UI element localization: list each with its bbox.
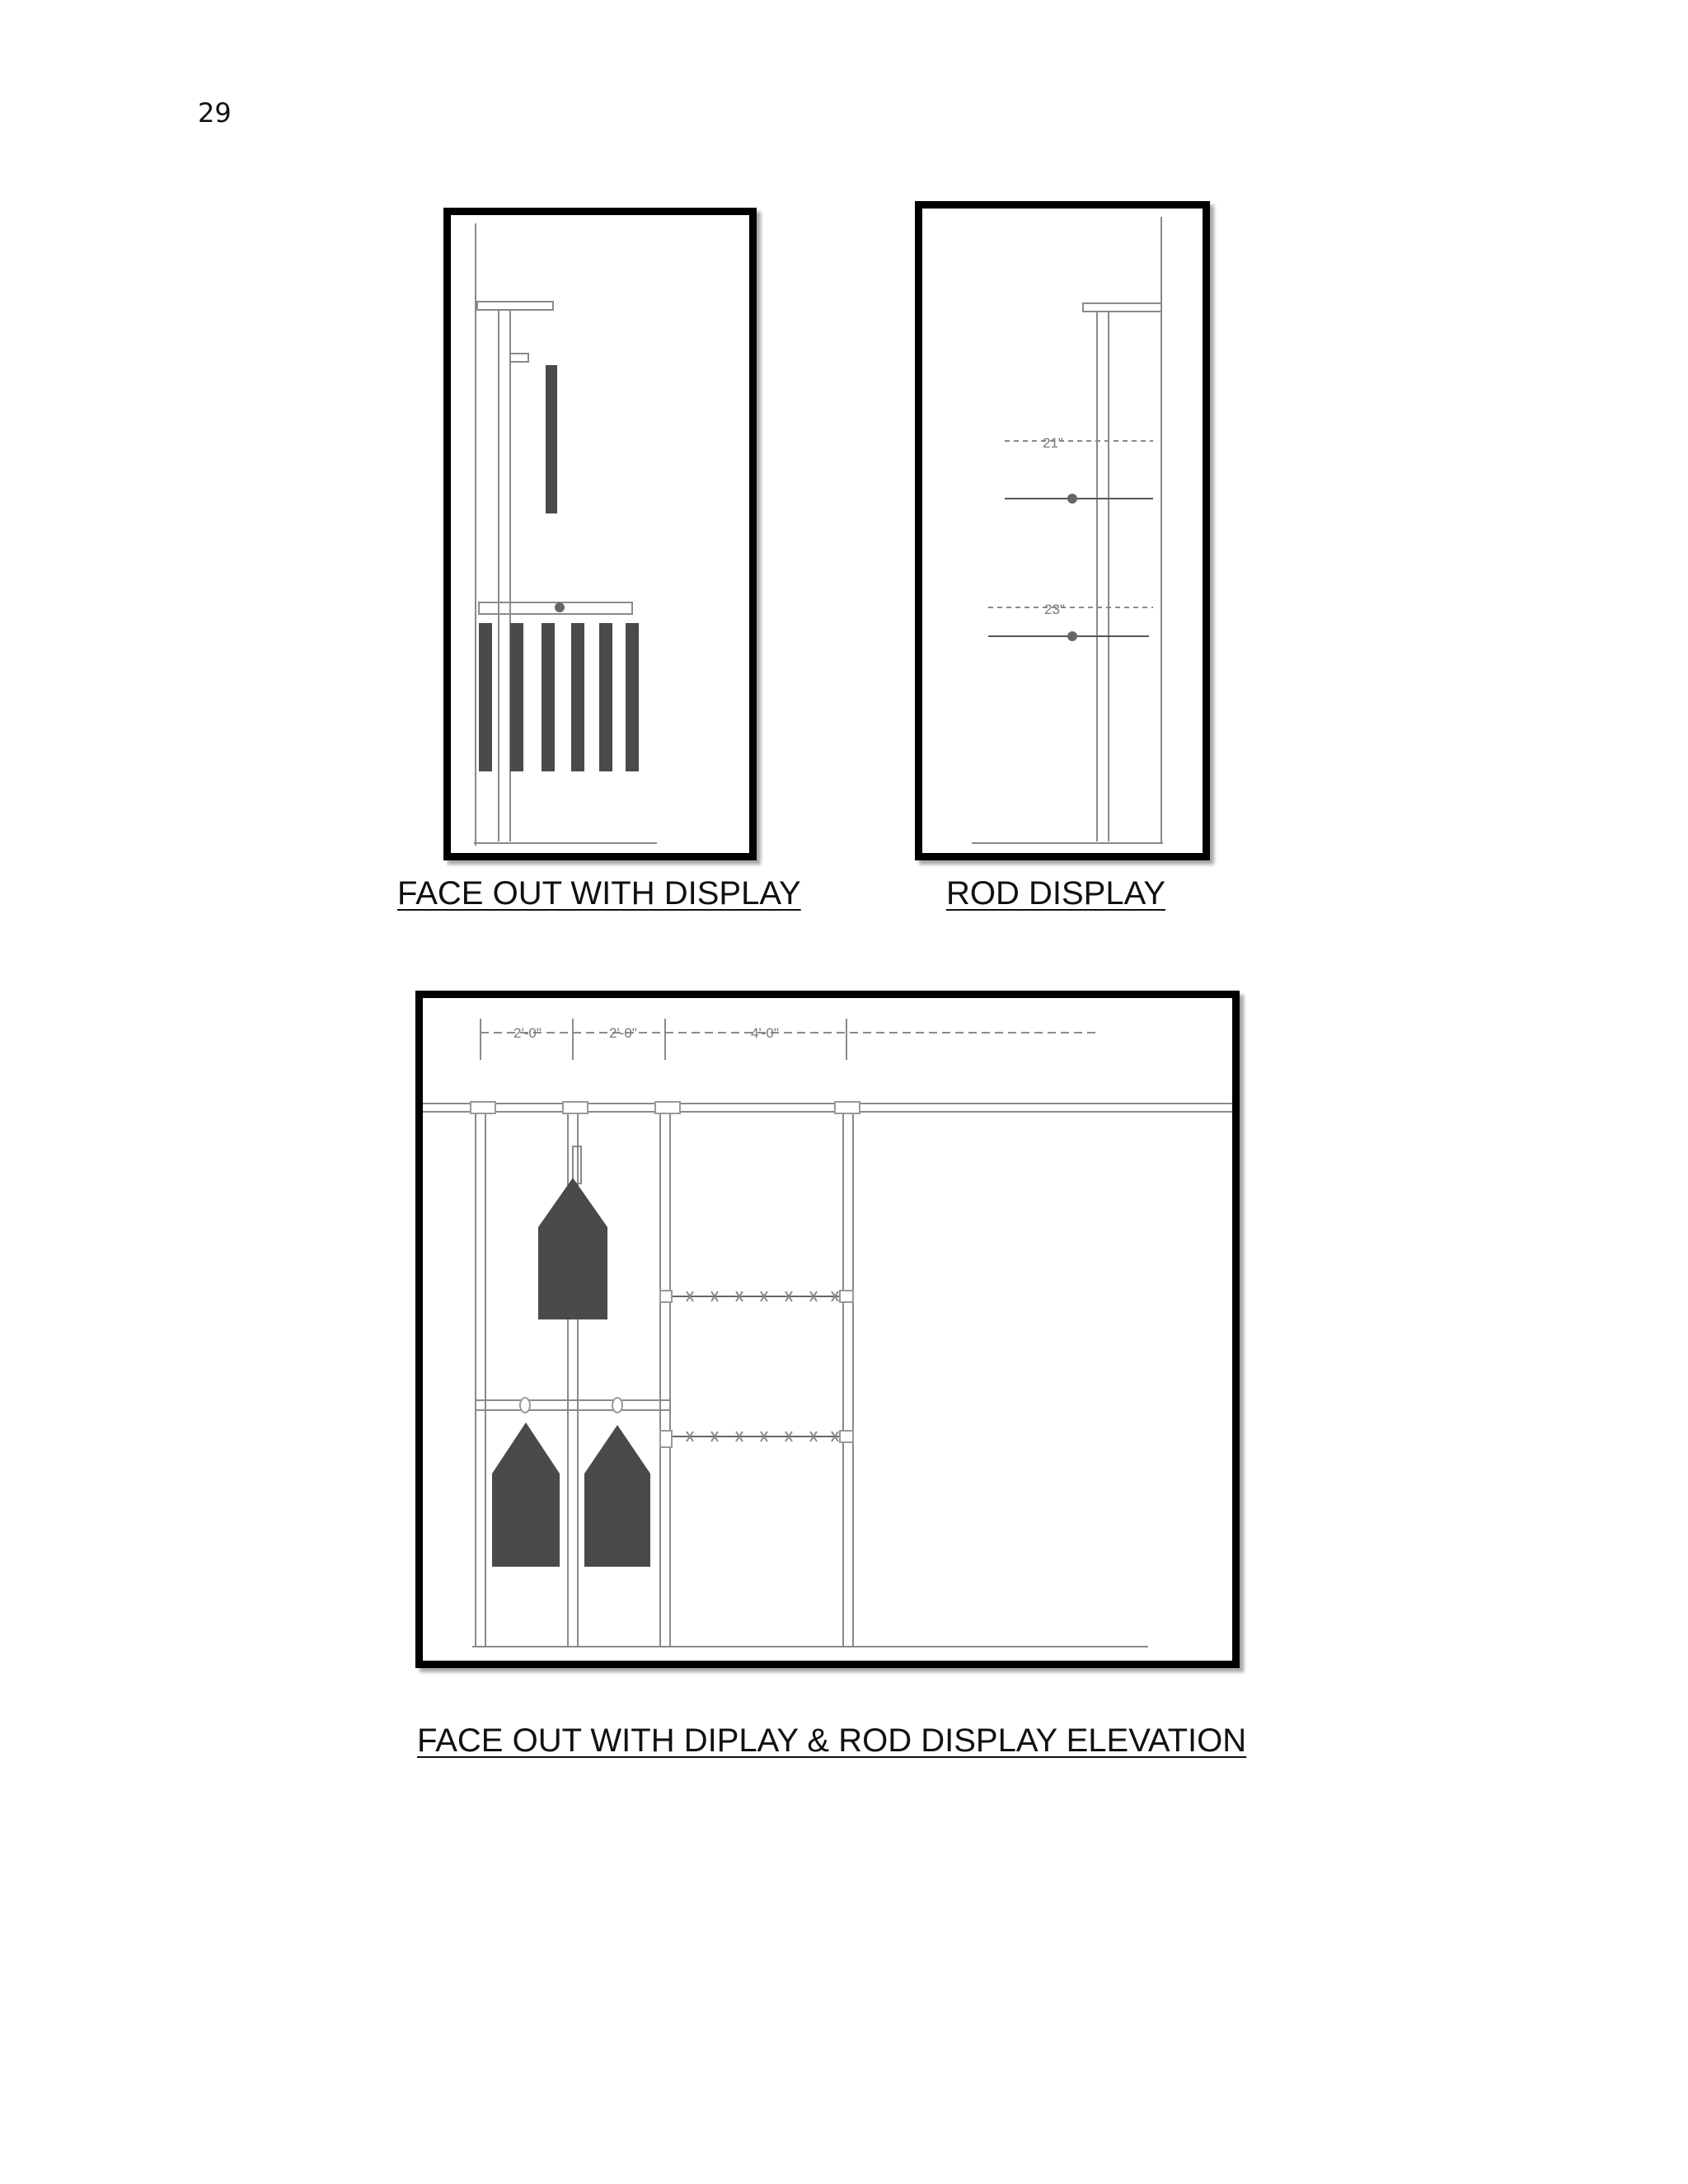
face-out-display-figure — [443, 208, 757, 860]
face-out-display-caption: FACE OUT WITH DISPLAY — [397, 875, 801, 912]
elevation-figure — [415, 991, 1240, 1668]
connector — [563, 1102, 588, 1113]
dimension-3-label: 4'-0" — [751, 1025, 779, 1041]
crossbar-knob — [520, 1398, 530, 1413]
face-out-garment — [538, 1178, 607, 1319]
rod-bracket-upper — [1067, 494, 1077, 504]
rod-bracket — [840, 1431, 853, 1442]
crossbar — [476, 1400, 670, 1410]
garment — [510, 623, 523, 771]
dimension-2-label: 2'-0" — [609, 1025, 637, 1041]
face-out-garment — [492, 1422, 560, 1567]
garment-group — [479, 623, 639, 771]
dimension-lower-label: 23" — [1044, 602, 1065, 617]
upright — [476, 1109, 485, 1647]
connector — [835, 1102, 860, 1113]
crossbar-knob — [612, 1398, 622, 1413]
elevation-drawing — [423, 998, 1232, 1661]
face-out-arm — [510, 354, 528, 362]
rod-display-figure — [915, 201, 1210, 860]
elevation-caption: FACE OUT WITH DIPLAY & ROD DISPLAY ELEVATION — [417, 1722, 1247, 1759]
top-bracket — [477, 302, 553, 310]
garment — [479, 623, 492, 771]
rod-display-drawing — [922, 209, 1203, 853]
rod-bracket — [840, 1291, 853, 1302]
upright — [843, 1109, 853, 1647]
rod-bracket — [660, 1291, 672, 1302]
page-number: 29 — [198, 97, 232, 129]
upright — [660, 1109, 670, 1647]
face-out-garments — [492, 1178, 650, 1567]
garment — [626, 623, 639, 771]
rod-display-caption: ROD DISPLAY — [946, 875, 1165, 912]
rod-bracket-lower — [1067, 631, 1077, 641]
garment — [542, 623, 555, 771]
face-out-display-drawing — [451, 215, 749, 853]
rail-connectors — [471, 1102, 860, 1447]
bracket-knob — [555, 602, 565, 612]
face-out-garment — [584, 1425, 650, 1567]
dimension-1-label: 2'-0" — [513, 1025, 542, 1041]
rod-bracket — [660, 1431, 672, 1447]
connector — [655, 1102, 680, 1113]
face-out-garment — [546, 365, 557, 513]
garment — [571, 623, 584, 771]
connector — [471, 1102, 495, 1113]
garment — [599, 623, 612, 771]
top-bracket — [1083, 303, 1161, 312]
dimension-upper-label: 21" — [1043, 435, 1063, 451]
